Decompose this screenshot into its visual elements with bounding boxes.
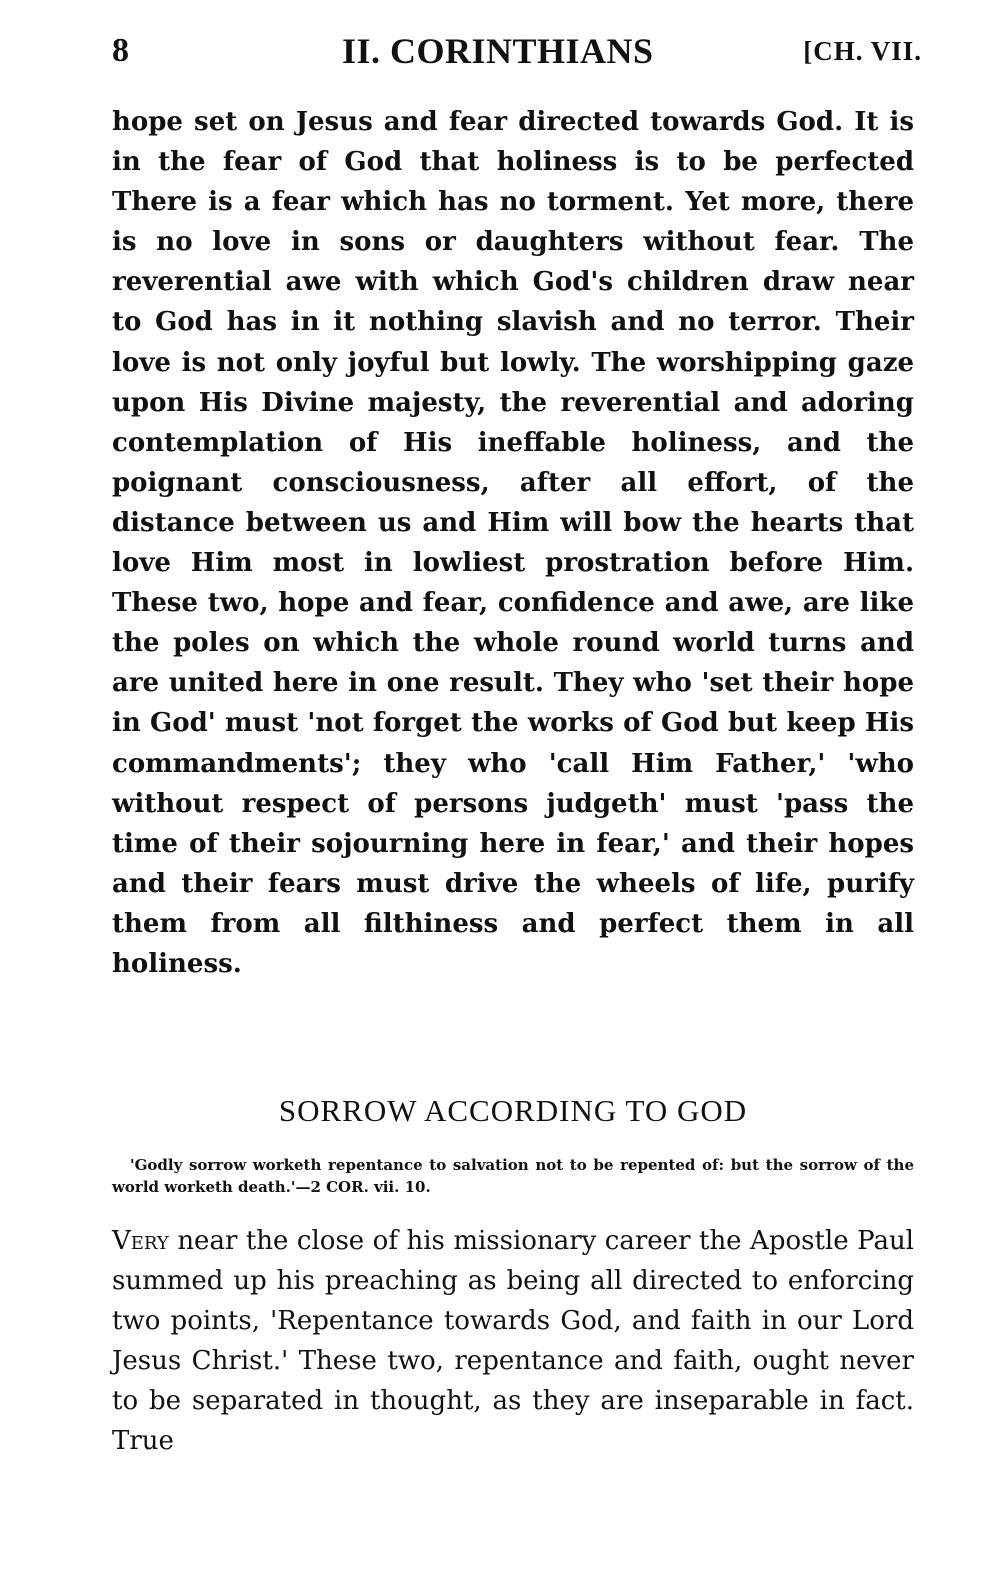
opening-paragraph-text: near the close of his missionary career the Apostle Paul summed up his preaching as being all directed to enforcing two points, 'Repentance towards God, and faith in our Lord Jesus Christ.' These two, repentance and faith, ought never to be separated in thought, as they are inseparable in fact. True — [112, 1226, 915, 1456]
chapter-reference: [CH. VII. — [803, 36, 922, 66]
body-paragraph-opening — [112, 1221, 914, 1461]
lead-word: Very — [112, 1226, 169, 1256]
running-header — [112, 30, 922, 80]
epigraph-quote: 'Godly sorrow worketh repentance to salvation not to be repented of: but the sorrow of the world worketh death.'—2 COR. vii. 10. — [112, 1156, 914, 1196]
page-number: 8 — [112, 32, 129, 69]
body-paragraph-continued: hope set on Jesus and fear directed towards God. It is in the fear of God that holiness is to be perfected There is a fear which has no torment. Yet more, there is no love in sons or daughters without fear. The reverential awe with which God's children draw near to God has in it nothing slavish and no terror. Their love is not only joyful but lowly. The worshipping gaze upon His Divine majesty, the reverential and adoring contemplation of His ineffable holiness, and the poignant consciousness, after all effort, of the distance between us and Him will bow the hearts that love Him most in lowliest prostration before Him. These two, hope and fear, confidence and awe, are like the poles on which the whole round world turns and are united here in one result. They who 'set their hope in God' must 'not forget the works of God but keep His commandments'; they who 'call Him Father,' 'who without respect of persons judgeth' must 'pass the time of their sojourning here in fear,' and their hopes and their fears must drive the wheels of life, purify them from all filthiness and perfect them in all holiness. — [112, 107, 914, 979]
book-title: II. CORINTHIANS — [342, 31, 654, 71]
section-heading: SORROW ACCORDING TO GOD — [278, 1093, 748, 1128]
